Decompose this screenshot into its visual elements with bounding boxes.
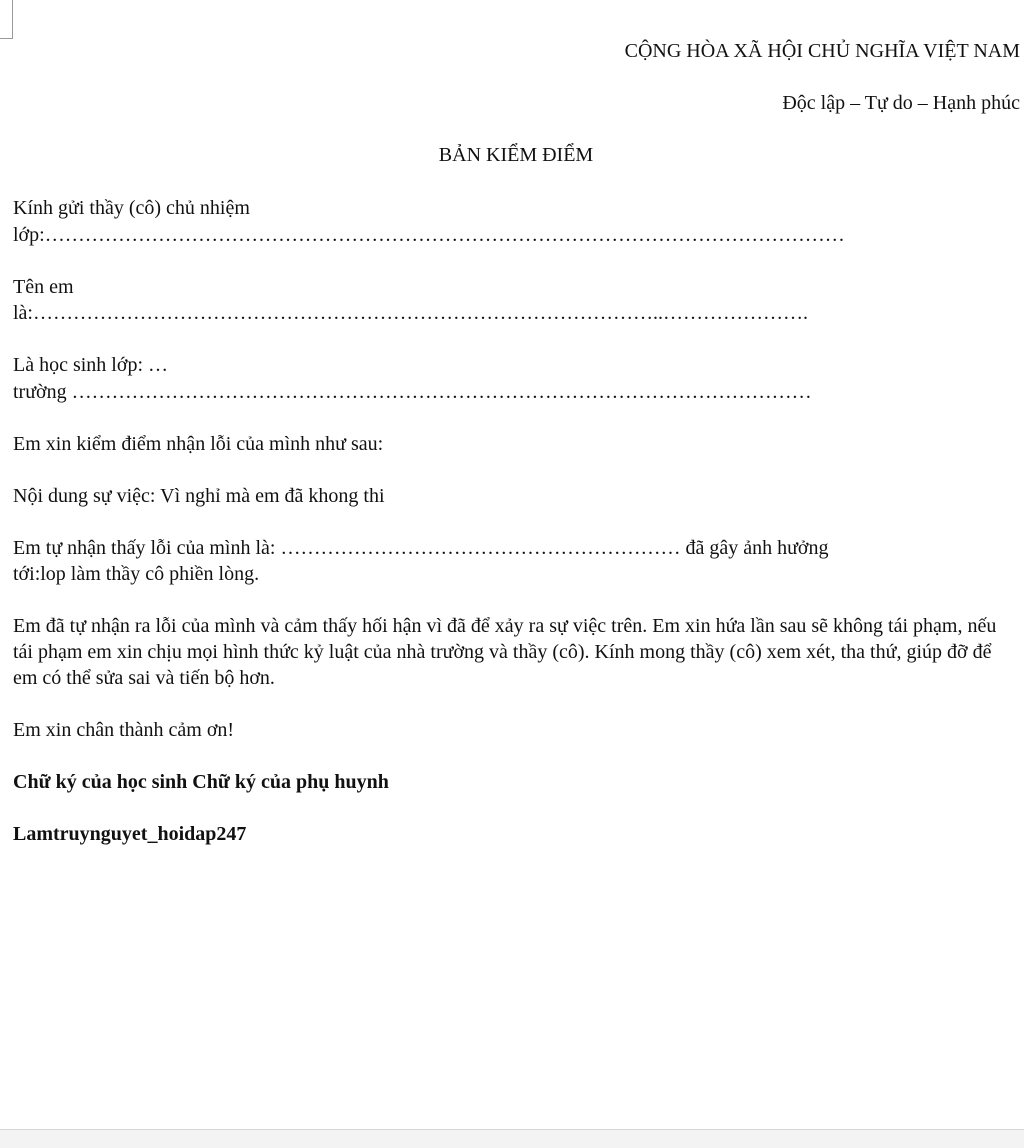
- thanks-line: Em xin chân thành cảm ơn!: [13, 719, 235, 741]
- fault-line: Em tự nhận thấy lỗi của mình là: …………………………………………………… đã gây ảnh hưởng: [13, 537, 829, 559]
- nation-heading: CỘNG HÒA XÃ HỘI CHỦ NGHĨA VIỆT NAM: [624, 40, 1020, 62]
- name-label-line: Tên em: [13, 276, 74, 298]
- motto-heading: Độc lập – Tự do – Hạnh phúc: [782, 92, 1020, 114]
- apology-paragraph: Em đã tự nhận ra lỗi của mình và cảm thấy hối hận vì đã để xảy ra sự việc trên. Em xin hứa lần sau sẽ không tái phạm, nếu tái phạm em xin chịu mọi hình thức kỷ luật của nhà trường và thầy (cô). Kính mong thầy (cô) xem xét, tha thứ, giúp đỡ để em có thể sửa sai và tiến bộ hơn.: [13, 615, 997, 689]
- fault-impact-line: tới:lop làm thầy cô phiền lòng.: [13, 563, 260, 585]
- school-blank-line: trường …………………………………………………………………………………………………: [13, 381, 812, 403]
- bottom-status-bar: [0, 1129, 1024, 1148]
- signatures-line: Chữ ký của học sinh Chữ ký của phụ huynh: [13, 771, 389, 793]
- student-class-line: Là học sinh lớp: …: [13, 354, 168, 376]
- incident-line: Nội dung sự việc: Vì nghỉ mà em đã khong thi: [13, 485, 385, 507]
- salutation-line: Kính gửi thầy (cô) chủ nhiệm: [13, 197, 250, 219]
- document-title: BẢN KIỂM ĐIỂM: [438, 144, 594, 166]
- name-blank-line: là:…………………………………………………………………………………..………………….: [13, 302, 808, 324]
- page-corner-marker: [0, 0, 13, 39]
- author-line: Lamtruynguyet_hoidap247: [13, 823, 247, 845]
- class-blank-line: lớp:…………………………………………………………………………………………………………: [13, 224, 845, 246]
- intro-line: Em xin kiểm điểm nhận lỗi của mình như sau:: [13, 433, 384, 455]
